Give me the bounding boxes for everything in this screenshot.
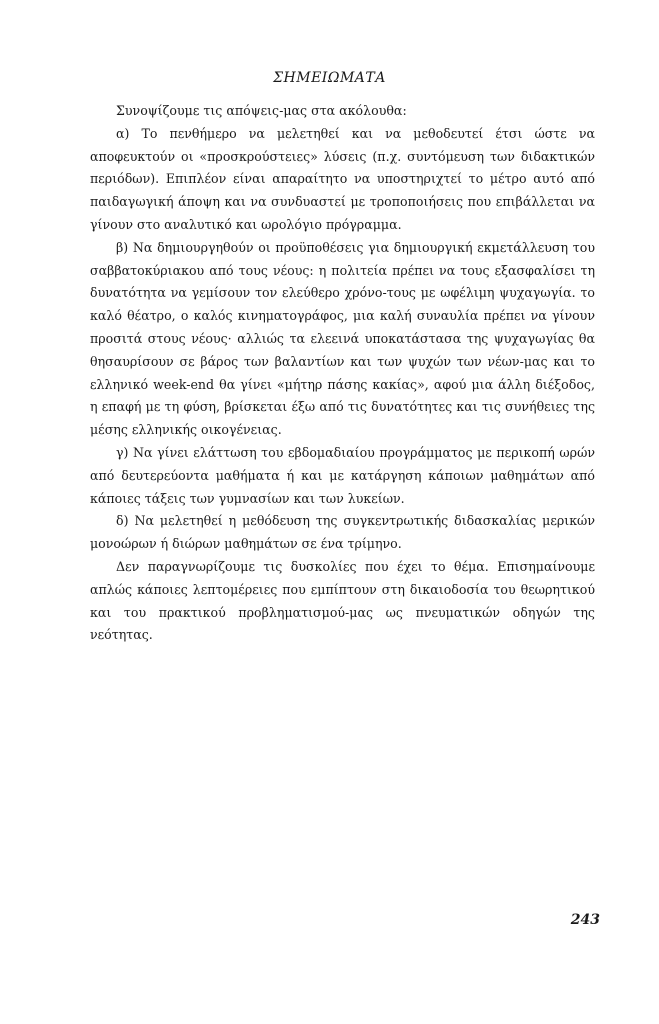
paragraph-beta: β) Να δημιουργηθούν οι προϋποθέσεις για δημιουργική εκμετάλλευση του σαββατοκύριακου από τους νέους: η πολιτεία πρέπει να τους εξασφαλίσει τη δυνατότητα να γεμίσουν τον ελεύθερο χρόνο-τους με ωφέλιμη ψυχαγωγία. το καλό θέατρο, ο καλός κινηματογράφος, μια καλή συναυλία πρέπει να γίνουν προσιτά στους νέους· αλλιώς τα ελεεινά υποκατάστασα της ψυχαγωγίας θα θησαυρίσουν σε βάρος των βαλαντίων και των ψυχών των νέων-μας και το ελληνικό week-end θα γίνει «μήτηρ πάσης κακίας», αφού μια άλλη διέξοδος, η επαφή με τη φύση, βρίσκεται έξω από τις δυνατότητες και τις συνήθειες της μέσης ελληνικής οικογένειας. — [90, 239, 595, 438]
paragraph-gamma: γ) Να γίνει ελάττωση του εβδομαδιαίου προγράμματος με περικοπή ωρών από δευτερεύοντα μαθήματα ή και με κατάργηση κάποιων μαθημάτων από κάποιες τάξεις των γυμνασίων και των λυκείων. — [90, 444, 595, 506]
body-text — [90, 100, 595, 647]
paragraph-delta: δ) Να μελετηθεί η μεθόδευση της συγκεντρωτικής διδασκαλίας μερικών μονοώρων ή διώρων μαθημάτων σε ένα τρίμηνο. — [90, 513, 595, 552]
page-number: 243 — [570, 912, 600, 928]
page-heading: ΣΗΜΕΙΩΜΑΤΑ — [273, 70, 386, 86]
paragraph-alpha: α) Το πενθήμερο να μελετηθεί και να μεθοδευτεί έτσι ώστε να αποφευκτούν οι «προσκρούστειες» λύσεις (π.χ. συντόμευση των διδακτικών περιόδων). Επιπλέον είναι απαραίτητο να υποστηριχτεί το μέτρο αυτό από παιδαγωγική άποψη και να συνδυαστεί με τροποποιήσεις που επιβάλλεται να γίνουν στο αναλυτικό και ωρολόγιο πρόγραμμα. — [90, 125, 595, 232]
paragraph-closing: Δεν παραγνωρίζουμε τις δυσκολίες που έχει το θέμα. Επισημαίνουμε απλώς κάποιες λεπτομέρειες που εμπίπτουν στη δικαιοδοσία του θεωρητικού και του πρακτικού προβληματισμού-μας ως πνευματικών οδηγών της νεότητας. — [90, 558, 595, 643]
paragraph-intro: Συνοψίζουμε τις απόψεις-μας στα ακόλουθα: — [116, 103, 407, 118]
